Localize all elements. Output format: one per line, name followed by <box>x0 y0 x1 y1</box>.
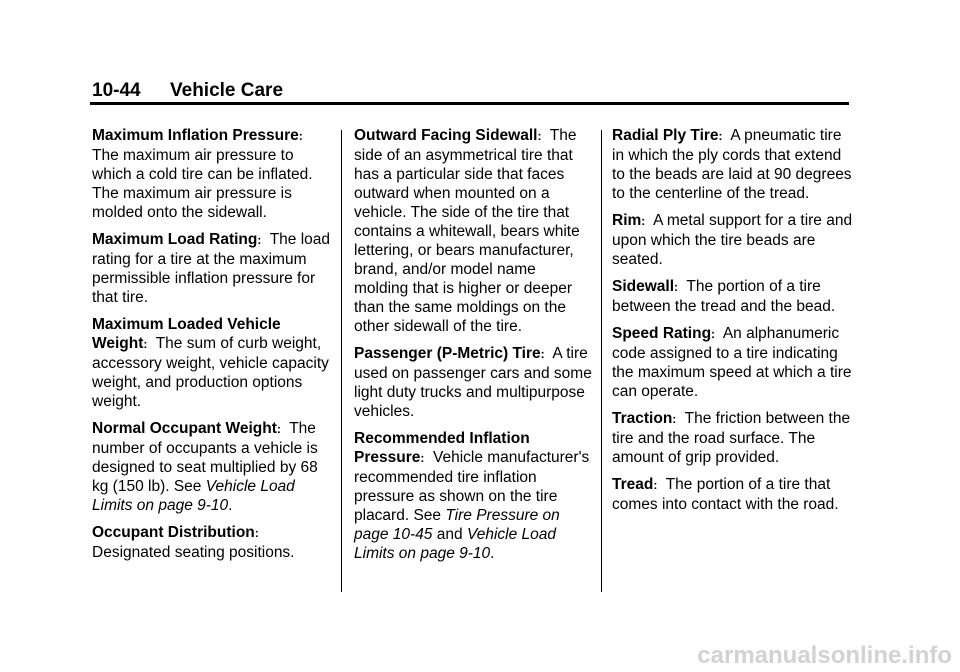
glossary-entry-radial-ply-tire: Radial Ply Tire: A pneumatic tire in which the ply cords that extend to the beads are laid at 90 degrees to the centerline of the tread. <box>612 127 852 202</box>
glossary-term: Traction <box>612 410 673 427</box>
glossary-entry-outward-facing-sidewall: Outward Facing Sidewall: The side of an asymmetrical tire that has a particular side that faces outward when mounted on a vehicle. The side of the tire that contains a whitewall, bears white lettering, or bears manufacturer, brand, and/or model name molding that is higher or deeper than the same moldings on the other sidewall of the tire. <box>354 127 580 335</box>
glossary-term: Passenger (P-Metric) Tire <box>354 345 541 362</box>
glossary-definition: The friction between the tire and the road surface. The amount of grip provided. <box>612 410 851 466</box>
page-number: 10-44 <box>92 80 141 101</box>
glossary-term: Maximum Inflation Pressure <box>92 127 299 144</box>
glossary-definition: A tire used on passenger cars and some light duty trucks and multipurpose vehicles. <box>354 345 592 420</box>
glossary-entry-passenger-tire: Passenger (P-Metric) Tire: A tire used on passenger cars and some light duty trucks and multipurpose vehicles. <box>354 345 592 420</box>
column-3 <box>612 126 856 522</box>
glossary-entry-max-inflation-pressure: Maximum Inflation Pressure: The maximum air pressure to which a cold tire can be inflated. The maximum air pressure is molded onto the sidewall. <box>92 127 313 221</box>
glossary-term: Tread <box>612 476 654 493</box>
glossary-term: Normal Occupant Weight <box>92 420 277 437</box>
glossary-definition: The sum of curb weight, accessory weight, vehicle capacity weight, and production options weight. <box>92 335 329 410</box>
glossary-entry-speed-rating: Speed Rating: An alphanumeric code assigned to a tire indicating the maximum speed at which a tire can operate. <box>612 325 852 400</box>
glossary-term: Radial Ply Tire <box>612 127 719 144</box>
glossary-entry-normal-occupant-weight: Normal Occupant Weight: The number of occupants a vehicle is designed to seat multiplied by 68 kg (150 lb). See Vehicle Load Limits on page 9-10. <box>92 420 318 514</box>
glossary-definition: The maximum air pressure to which a cold tire can be inflated. The maximum air pressure is molded onto the sidewall. <box>92 147 313 221</box>
glossary-term: Outward Facing Sidewall <box>354 127 538 144</box>
glossary-term: Rim <box>612 212 642 229</box>
column-1 <box>92 126 332 570</box>
section-title: Vehicle Care <box>170 80 284 101</box>
glossary-term: Sidewall <box>612 278 675 295</box>
glossary-definition: The load rating for a tire at the maximum permissible inflation pressure for that tire. <box>92 231 331 306</box>
glossary-definition: An alphanumeric code assigned to a tire indicating the maximum speed at which a tire can operate. <box>612 325 852 400</box>
glossary-entry-sidewall: Sidewall: The portion of a tire between the tread and the bead. <box>612 278 836 315</box>
cross-reference-link[interactable]: Tire Pressure on page 10-45 <box>354 507 560 543</box>
glossary-definition: The portion of a tire that comes into contact with the road. <box>612 476 839 513</box>
glossary-term: Recommended Inflation Pressure <box>354 430 530 466</box>
column-divider-2 <box>601 130 602 592</box>
glossary-definition: The portion of a tire between the tread and the bead. <box>612 278 836 315</box>
glossary-definition: The side of an asymmetrical tire that has a particular side that faces outward when mounted on a vehicle. The side of the tire that contains a whitewall, bears white lettering, or bears manufacturer, brand, and/or model name molding that is higher or deeper than the same moldings on the other sidewall of the tire. <box>354 127 580 335</box>
glossary-definition: Designated seating positions. <box>92 544 295 561</box>
page-header <box>92 80 283 102</box>
column-divider-1 <box>341 130 342 592</box>
header-rule <box>90 102 849 105</box>
glossary-definition: Vehicle manufacturer's recommended tire inflation pressure as shown on the tire placard. See <box>354 449 590 524</box>
cross-reference-link[interactable]: Vehicle Load Limits on page 9-10 <box>92 478 295 514</box>
glossary-term: Maximum Load Rating <box>92 231 258 248</box>
glossary-term: Maximum Loaded Vehicle Weight <box>92 316 281 352</box>
watermark: carmanualsonline.info <box>697 642 952 669</box>
glossary-definition: The number of occupants a vehicle is designed to seat multiplied by 68 kg (150 lb). See <box>92 420 318 495</box>
glossary-term: Speed Rating <box>612 325 712 342</box>
glossary-entry-recommended-inflation-pressure: Recommended Inflation Pressure: Vehicle manufacturer's recommended tire inflation pressure as shown on the tire placard. See Tire Pressure on page 10-45 and Vehicle Load Limits on page 9-10. <box>354 430 590 562</box>
glossary-entry-traction: Traction: The friction between the tire and the road surface. The amount of grip provided. <box>612 410 851 466</box>
glossary-definition: A metal support for a tire and upon which the tire beads are seated. <box>612 212 853 268</box>
glossary-definition: A pneumatic tire in which the ply cords that extend to the beads are laid at 90 degrees to the centerline of the tread. <box>612 127 852 202</box>
glossary-term: Occupant Distribution <box>92 524 255 541</box>
glossary-entry-occupant-distribution: Occupant Distribution: Designated seating positions. <box>92 524 295 561</box>
cross-reference-link[interactable]: Vehicle Load Limits on page 9-10 <box>354 526 556 562</box>
glossary-entry-tread: Tread: The portion of a tire that comes into contact with the road. <box>612 476 839 513</box>
glossary-entry-rim: Rim: A metal support for a tire and upon which the tire beads are seated. <box>612 212 853 268</box>
glossary-entry-max-loaded-vehicle-weight: Maximum Loaded Vehicle Weight: The sum of curb weight, accessory weight, vehicle capacity weight, and production options weight. <box>92 316 329 410</box>
column-2 <box>354 126 594 571</box>
glossary-entry-max-load-rating: Maximum Load Rating: The load rating for a tire at the maximum permissible inflation pressure for that tire. <box>92 231 331 306</box>
